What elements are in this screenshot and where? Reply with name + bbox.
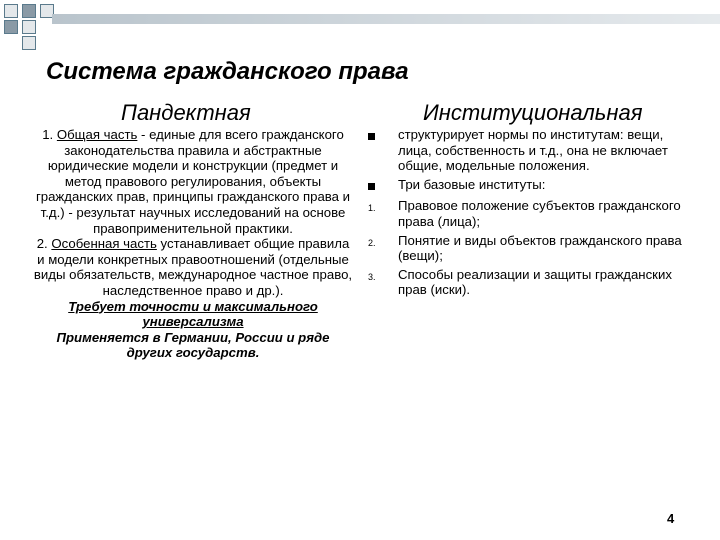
decor-square bbox=[4, 4, 18, 18]
list-item: 2. Понятие и виды объектов гражданского права (вещи); bbox=[362, 233, 692, 264]
list-item: Три базовые институты: bbox=[362, 177, 692, 196]
list-item: 1. Правовое положение субъектов гражданского права (лица); bbox=[362, 198, 692, 229]
left-column bbox=[32, 127, 354, 361]
left-heading: Пандектная bbox=[121, 100, 251, 125]
requirement-note: Требует точности и максимального универсализма bbox=[68, 298, 318, 330]
bullet-icon bbox=[362, 127, 398, 146]
decor-square bbox=[4, 20, 18, 34]
slide-title: Система гражданского права bbox=[46, 58, 409, 85]
decor-square bbox=[22, 36, 36, 50]
list-item: структурирует нормы по институтам: вещи, лица, собственность и т.д., она не включает общие, модельные положения. bbox=[362, 127, 692, 174]
right-heading: Институциональная bbox=[423, 100, 643, 125]
bullet-icon bbox=[362, 177, 398, 196]
decor-square bbox=[22, 4, 36, 18]
list-number: 3. bbox=[368, 271, 376, 282]
list-number: 2. bbox=[368, 237, 376, 248]
special-part-term: Особенная часть bbox=[51, 236, 157, 252]
general-part-paragraph: 1. Общая часть - единые для всего гражданского законодательства правила и абстрактные юридические модели и конструкции (предмет и метод правового регулирования, объекты гражданских прав, принципы гражданского права и т.д.) - результат научных исследований на основе правоприменительной практики. bbox=[35, 127, 351, 236]
special-part-paragraph: 2. Особенная часть устанавливает общие правила и модели конкретных правоотношений (отдельные виды обязательств, международное частное право, наследственное право и др.). bbox=[33, 236, 353, 298]
general-part-term: Общая часть bbox=[56, 127, 138, 142]
usage-note: Применяется в Германии, России и ряде других государств. bbox=[56, 329, 330, 361]
right-column bbox=[362, 127, 692, 298]
list-number: 1. bbox=[368, 203, 376, 214]
header-bar bbox=[52, 14, 720, 24]
page-number: 4 bbox=[667, 511, 675, 526]
list-item: 3. Способы реализации и защиты гражданских прав (иски). bbox=[362, 267, 692, 298]
decor-square bbox=[22, 20, 36, 34]
